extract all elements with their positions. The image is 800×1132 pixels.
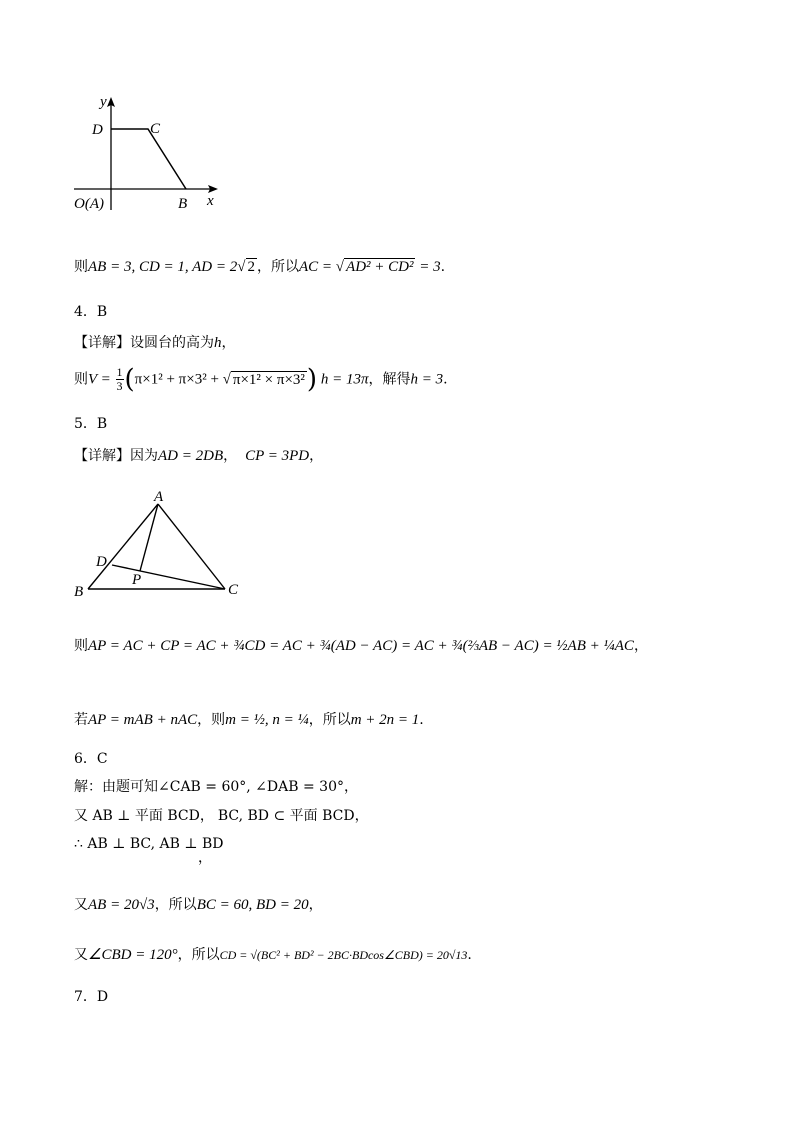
label-B: B: [74, 584, 84, 600]
label-D: D: [96, 554, 107, 570]
again-text: 又: [74, 897, 88, 913]
label-x: x: [207, 193, 214, 209]
ac-rhs: = 3: [415, 259, 441, 275]
comma: ，: [221, 335, 236, 351]
coordinate-figure: [70, 90, 230, 220]
h-var: h: [214, 335, 222, 351]
v-lhs: V =: [88, 371, 115, 388]
detail-text: 【详解】因为: [74, 448, 158, 464]
q6-line2: [74, 806, 369, 826]
so-text: ，所以: [257, 259, 299, 275]
h-answer: h = 3: [410, 371, 444, 388]
comma: ，: [308, 897, 323, 913]
vector-derivation: AP = AC + CP = AC + ¾CD = AC + ¾(AD − AC) = AC + ¾(⅔AB − AC) = ½AB + ¼AC: [88, 638, 634, 654]
so-text: ，所以: [308, 712, 351, 728]
sqrt-sign: √: [237, 259, 246, 275]
sqrt-sign: √: [222, 371, 231, 388]
right-paren: ): [306, 364, 318, 395]
q4-detail: [74, 333, 236, 353]
q3-conclusion: [74, 257, 445, 277]
ab-value: AB = 20√3: [88, 897, 155, 913]
label-y: y: [100, 94, 107, 110]
q4-number: 4．B: [74, 304, 108, 320]
v-rhs: h = 13π: [317, 371, 369, 388]
q5-conclusion-line: [74, 710, 424, 730]
detail-text: 【详解】设圆台的高为: [74, 335, 214, 351]
again-text: 又: [74, 947, 88, 963]
ac-sqrt-arg: AD² + CD²: [346, 259, 414, 275]
period: .: [467, 947, 472, 963]
q7-number: 7．D: [74, 989, 109, 1005]
q6-number: 6．C: [74, 751, 108, 767]
then-text: 则: [74, 371, 88, 388]
angle-cbd: ∠CBD = 120°: [88, 947, 178, 963]
q6-line1: 解：由题可知∠CAB = 60°, ∠DAB = 30°，: [74, 779, 358, 795]
cd-cosine-law: CD = √(BC² + BD² − 2BC·BDcos∠CBD) = 20√13: [219, 948, 468, 962]
q6-line4: [74, 895, 323, 915]
then-text: 则: [74, 259, 88, 275]
bc-bd-values: BC = 60, BD = 20: [196, 897, 309, 913]
sqrt-arg: 2: [247, 259, 255, 275]
q6-line5: [74, 945, 472, 965]
trapezoid-path: [111, 129, 186, 189]
label-D: D: [92, 122, 103, 138]
label-A: A: [154, 489, 164, 505]
volume-sqrt-arg: π×1² × π×3²: [232, 371, 305, 388]
m-n-values: m = ½, n = ¼: [225, 712, 309, 728]
ap-decomposition: AP = mAB + nAC: [88, 712, 198, 728]
q4-volume-line: [74, 366, 448, 393]
period: .: [419, 712, 424, 728]
condition-cp-pd: CP = 3PD: [245, 448, 310, 464]
comma: ，: [633, 638, 648, 654]
sqrt-sign-2: √: [335, 259, 345, 275]
lengths-equation: AB = 3, CD = 1, AD = 2: [88, 259, 238, 275]
label-O: O(A): [74, 196, 104, 212]
period: .: [443, 371, 448, 388]
then-text: ，则: [197, 712, 226, 728]
side-ab: [88, 504, 158, 589]
period: .: [440, 259, 446, 275]
label-C: C: [228, 582, 239, 598]
q5-number: 5．B: [74, 416, 108, 432]
so-text: ，所以: [154, 897, 197, 913]
one-third-fraction: $\frac{1}{3}$: [116, 365, 123, 393]
q6-line3-comma: ，: [198, 850, 212, 866]
comma-2: ，: [309, 448, 324, 464]
q5-derivation-line: [74, 636, 648, 656]
so-text: ，所以: [177, 947, 220, 963]
if-text: 若: [74, 712, 88, 728]
therefore-text: ∴ AB ⊥ BC, AB ⊥ BD: [74, 836, 224, 852]
ac-lhs: AC =: [299, 259, 336, 275]
comma: ，: [223, 448, 238, 464]
label-B: B: [178, 196, 188, 212]
label-P: P: [132, 572, 142, 588]
perpendicular-text: 又 AB ⊥ 平面 BCD，: [74, 808, 214, 824]
label-C: C: [150, 121, 161, 137]
condition-ad-db: AD = 2DB: [158, 448, 224, 464]
subset-text: BC, BD ⊂ 平面 BCD，: [217, 808, 369, 824]
triangle-figure: [70, 486, 250, 604]
left-paren: (: [124, 364, 135, 395]
result: m + 2n = 1: [350, 712, 420, 728]
solve-text: ，解得: [368, 371, 411, 388]
volume-inner: π×1² + π×3² +: [134, 371, 223, 388]
then-text: 则: [74, 638, 88, 654]
q5-detail: [74, 446, 323, 466]
